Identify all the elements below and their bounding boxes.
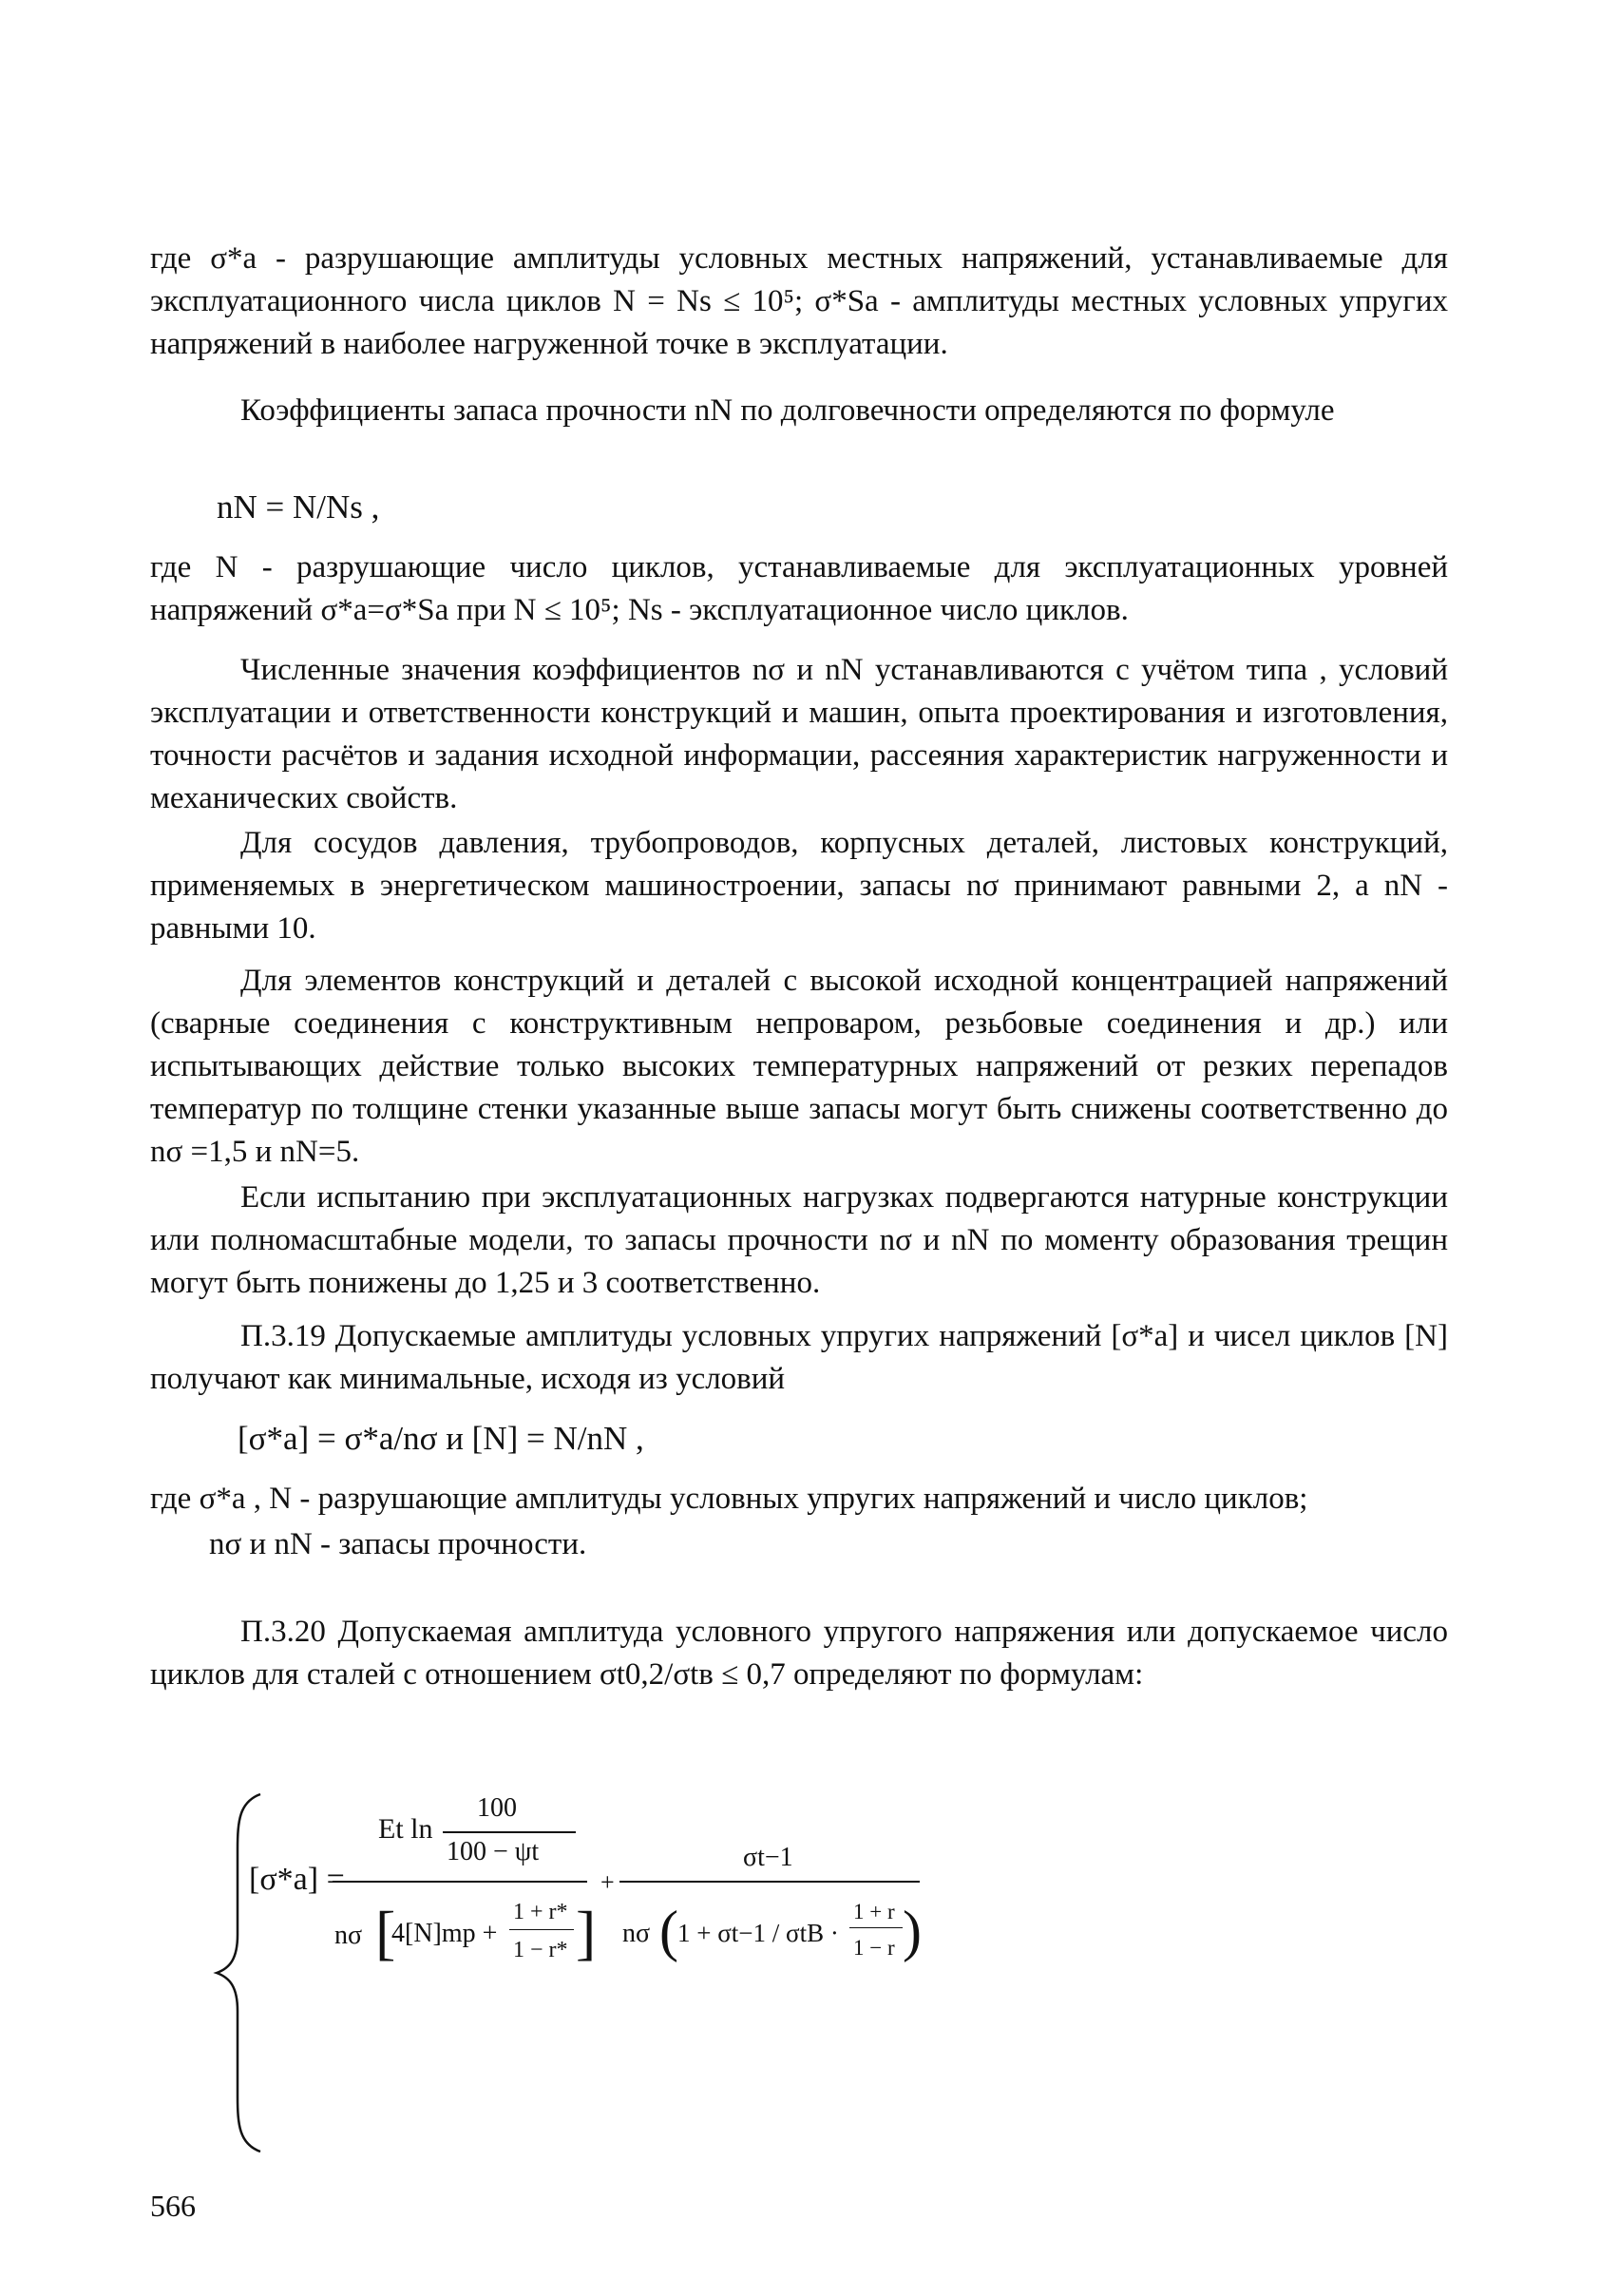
paragraph-1 xyxy=(150,238,1448,366)
paragraph-9-text: где σ*a , N - разрушающие амплитуды условных упругих напряжений и число циклов; xyxy=(150,1482,1308,1516)
page-number-text: 566 xyxy=(150,2189,196,2223)
term2-denominator-c-den-text: 1 − r xyxy=(853,1936,895,1960)
paragraph-3 xyxy=(150,546,1448,632)
term1-left-bracket: [ xyxy=(375,1899,396,1966)
term1-denominator-b xyxy=(391,1916,497,1952)
term1-numerator-c-text: 100 − ψt xyxy=(447,1837,540,1866)
term2-fraction-bar xyxy=(619,1881,920,1883)
paragraph-8-text: П.3.19 Допускаемые амплитуды условных упругих напряжений [σ*a] и чисел циклов [N] получают как минимальные, исходя из условий xyxy=(150,1319,1448,1396)
term1-denominator-a-text: nσ xyxy=(334,1921,363,1950)
term1-denominator-a xyxy=(334,1918,362,1954)
paragraph-9 xyxy=(150,1478,1448,1521)
paragraph-5-text: Для сосудов давления, трубопроводов, корпусных деталей, листовых конструкций, применяемых в энергетическом машиностроении, запасы nσ принимают равными 2, а nN - равными 10. xyxy=(150,826,1448,946)
formula-lhs xyxy=(249,1858,345,1902)
paragraph-2 xyxy=(150,390,1448,432)
term2-denominator-b xyxy=(677,1916,839,1951)
term2-denominator-c-num xyxy=(853,1897,895,1926)
paragraph-9b-text: nσ и nN - запасы прочности. xyxy=(209,1527,587,1561)
paragraph-1-text: где σ*a - разрушающие амплитуды условных местных напряжений, устанавливаемые для эксплуатационного числа циклов N = Ns ≤ 10⁵; σ*Sa - амплитуды местных условных упругих напряжений в наиболее нагруженной точке в эксплуатации. xyxy=(150,241,1448,361)
term2-numerator-text: σt−1 xyxy=(743,1843,793,1872)
paragraph-8 xyxy=(150,1315,1448,1401)
term1-numerator-b-text: 100 xyxy=(477,1793,517,1823)
term1-numerator-c xyxy=(447,1834,539,1870)
formula-lhs-text: [σ*a] = xyxy=(249,1862,345,1897)
formula-plus-text: + xyxy=(600,1868,615,1896)
paragraph-4-text: Численные значения коэффициентов nσ и nN устанавливаются с учётом типа , условий эксплуатации и ответственности конструкций и машин, опыта проектирования и изготовления, точности расчётов и задания исходной информации, рассеяния характеристик нагруженности и механических свойств. xyxy=(150,653,1448,815)
term1-fraction-bar xyxy=(333,1881,587,1883)
paragraph-4 xyxy=(150,649,1448,820)
term1-numerator-a-text: Et ln xyxy=(378,1813,433,1845)
term1-inner-bar xyxy=(443,1831,576,1833)
formula-nN-text: nN = N/Ns , xyxy=(217,488,380,526)
formula-plus xyxy=(600,1866,615,1899)
term1-numerator-b xyxy=(477,1790,517,1827)
term1-denominator-b-text: 4[N]mp + xyxy=(391,1919,498,1948)
term1-denominator-c-den-text: 1 − r* xyxy=(513,1938,568,1962)
term2-denominator-a xyxy=(622,1916,650,1952)
paragraph-7-text: Если испытанию при эксплуатационных нагрузках подвергаются натурные конструкции или полномасштабные модели, то запасы прочности nσ и nN по моменту образования трещин могут быть понижены до 1,25 и 3 соответственно. xyxy=(150,1180,1448,1300)
term2-den-inner-bar xyxy=(849,1927,903,1928)
paragraph-2-text: Коэффициенты запаса прочности nN по долговечности определяются по формуле xyxy=(240,393,1335,428)
paragraph-6 xyxy=(150,960,1448,1173)
term2-numerator xyxy=(743,1840,793,1876)
paragraph-7 xyxy=(150,1177,1448,1305)
formula-allowable-text: [σ*a] = σ*a/nσ и [N] = N/nN , xyxy=(238,1420,644,1457)
term1-denominator-c-num-text: 1 + r* xyxy=(513,1900,568,1924)
formula-allowable xyxy=(238,1416,644,1462)
term1-den-inner-bar xyxy=(509,1929,574,1930)
paragraph-10 xyxy=(150,1611,1448,1696)
paragraph-9b xyxy=(209,1523,586,1566)
formula-nN xyxy=(217,485,379,530)
page-number xyxy=(150,2186,196,2228)
paragraph-6-text: Для элементов конструкций и деталей с высокой исходной концентрацией напряжений (сварные соединения с конструктивным непроваром, резьбовые соединения и др.) или испытывающих действие только высоких температурных напряжений от резких перепадов температур по толщине стенки указанные выше запасы могут быть снижены соответственно до nσ =1,5 и nN=5. xyxy=(150,964,1448,1169)
term1-denominator-c-den xyxy=(513,1935,568,1966)
term2-denominator-b-text: 1 + σt−1 / σtB · xyxy=(677,1919,839,1947)
term2-left-paren: ( xyxy=(659,1900,678,1962)
term1-right-bracket: ] xyxy=(576,1899,597,1966)
term2-denominator-c-den xyxy=(853,1933,895,1962)
paragraph-10-text: П.3.20 Допускаемая амплитуда условного упругого напряжения или допускаемое число циклов для сталей с отношением σt0,2/σtв ≤ 0,7 определяют по формулам: xyxy=(150,1615,1448,1692)
term1-numerator-a xyxy=(378,1810,433,1849)
paragraph-5 xyxy=(150,822,1448,950)
system-brace xyxy=(211,1792,268,2153)
term1-denominator-c-num xyxy=(513,1897,568,1928)
term2-denominator-c-num-text: 1 + r xyxy=(853,1900,895,1923)
paragraph-3-text: где N - разрушающие число циклов, устанавливаемые для эксплуатационных уровней напряжений σ*a=σ*Sa при N ≤ 10⁵; Ns - эксплуатационное число циклов. xyxy=(150,550,1448,627)
term2-right-paren: ) xyxy=(903,1900,922,1962)
term2-denominator-a-text: nσ xyxy=(622,1919,651,1948)
